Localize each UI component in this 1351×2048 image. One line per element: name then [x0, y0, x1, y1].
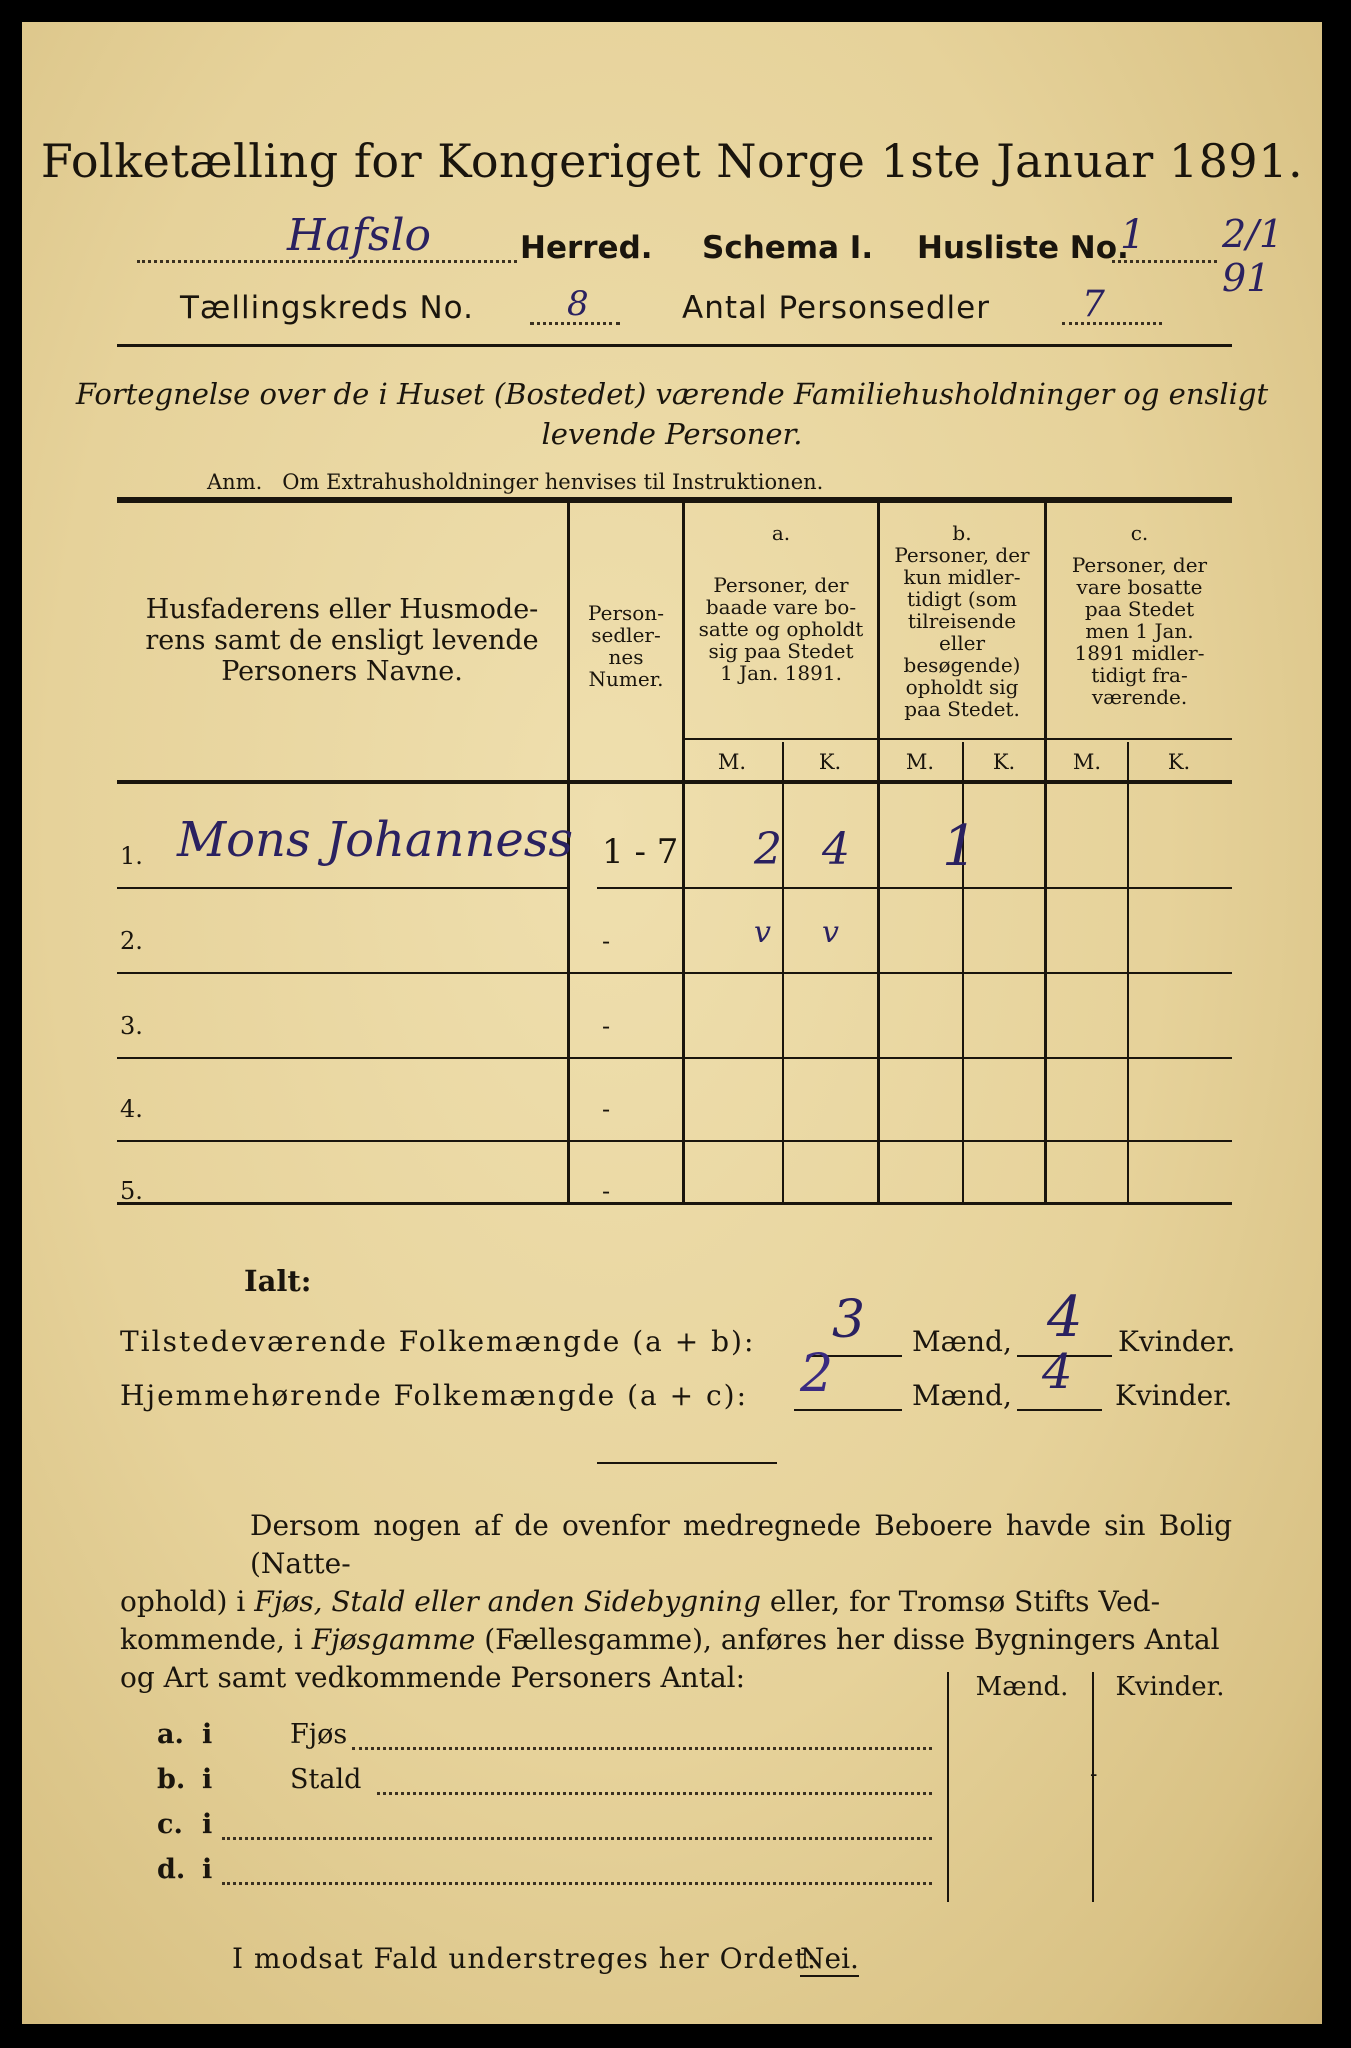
anm-note: Anm. Om Extrahusholdninger henvises til Instruktionen. — [207, 470, 824, 494]
husliste-dotted-line — [1112, 260, 1217, 263]
col-head-name: Husfaderens eller Husmode- rens samt de ensligt levende Personers Navne. — [145, 594, 539, 687]
row-personsedler-num: - — [602, 1177, 611, 1205]
building-label: Fjøs — [290, 1719, 348, 1750]
husliste-date: 2/1 91 — [1222, 212, 1284, 300]
building-i: i — [202, 1854, 213, 1885]
hjemme-kvinder-line — [1017, 1409, 1102, 1411]
building-dotted-line — [377, 1792, 932, 1795]
form-title: Folketælling for Kongeriget Norge 1ste Januar 1891. — [40, 134, 1304, 188]
tilsted-maend: 3 — [832, 1290, 866, 1350]
building-dotted-line — [352, 1747, 932, 1750]
row-line-1 — [597, 887, 1232, 889]
table-bottom-rule — [117, 1202, 1232, 1205]
schema-label: Schema I. — [702, 230, 874, 266]
intro-line-2: levende Personer. — [541, 417, 803, 451]
row-number: 5. — [120, 1177, 143, 1205]
col-head-b: b. Personer, der kun midler- tidigt (som tilreisende eller besøgende) opholdt sig paa Stedet. — [894, 521, 1030, 721]
hjemme-kvinder: 4 — [1042, 1344, 1073, 1400]
row-number: 3. — [120, 1012, 143, 1040]
row-number: 2. — [120, 927, 143, 955]
antal-dotted-line — [1062, 322, 1162, 325]
row-number: 1. — [120, 842, 143, 870]
col-head-a: a. Personer, der baade vare bo- satte og opholdt sig paa Stedet 1 Jan. 1891. — [698, 521, 864, 685]
buildings-vline-1 — [947, 1672, 949, 1902]
tilsted-label: Tilstedeværende Folkemængde (a + b): — [120, 1325, 756, 1358]
b-m-label: M. — [905, 750, 935, 774]
header-divider — [117, 344, 1232, 347]
herred-value: Hafslo — [287, 210, 432, 261]
building-letter: b. — [157, 1764, 186, 1795]
census-form — [22, 22, 1322, 2024]
row-personsedler-num: - — [602, 1095, 611, 1123]
tilsted-kvinder: 4 — [1047, 1285, 1083, 1350]
footer-text: I modsat Fald understreges her Ordet: — [232, 1942, 818, 1975]
antal-label: Antal Personsedler — [682, 290, 990, 326]
buildings-kvinder-head: Kvinder. — [1115, 1672, 1225, 1702]
building-dotted-line — [222, 1837, 932, 1840]
c-m-label: M. — [1072, 750, 1102, 774]
building-letter: d. — [157, 1854, 186, 1885]
row-a-k: 4 — [822, 824, 850, 875]
row-line-1-name — [117, 887, 567, 889]
row-a-m: 2 — [754, 824, 782, 875]
building-dotted-line — [222, 1882, 932, 1885]
building-i: i — [202, 1809, 213, 1840]
row-personsedler-num: - — [602, 927, 611, 955]
ialt-label: Ialt: — [244, 1264, 312, 1298]
table-header-rule — [117, 780, 1232, 784]
footer-nei: Nei. — [800, 1942, 859, 1975]
intro-line-1: Fortegnelse over de i Huset (Bostedet) værende Familiehusholdninger og ensligt — [75, 377, 1269, 411]
building-letter: c. — [157, 1809, 183, 1840]
a-k-label: K. — [818, 750, 842, 774]
husliste-label: Husliste No. — [917, 230, 1129, 266]
kreds-label: Tællingskreds No. — [180, 290, 474, 326]
b-k-label: K. — [992, 750, 1016, 774]
row-number: 4. — [120, 1095, 143, 1123]
hjemme-label: Hjemmehørende Folkemængde (a + c): — [120, 1379, 748, 1412]
row-personsedler-num: - — [602, 1012, 611, 1040]
antal-value: 7 — [1082, 284, 1105, 325]
row-line-2 — [117, 972, 1232, 974]
hjemme-kvinder-label: Kvinder. — [1115, 1379, 1233, 1412]
a-m-label: M. — [717, 750, 747, 774]
col-head-c: c. Personer, der vare bosatte paa Stedet men 1 Jan. 1891 midler- tidigt fra- værende. — [1071, 521, 1208, 709]
row-line-4 — [117, 1140, 1232, 1142]
building-i: i — [202, 1764, 213, 1795]
husliste-value: 1 — [1120, 212, 1146, 258]
section-divider — [597, 1462, 777, 1464]
kreds-value: 8 — [567, 284, 589, 324]
hjemme-maend-line — [794, 1409, 902, 1411]
table-top-rule — [117, 497, 1232, 503]
tilsted-maend-label: Mænd, — [912, 1325, 1012, 1358]
building-letter: a. — [157, 1719, 184, 1750]
herred-label: Herred. — [520, 230, 653, 266]
building-i: i — [202, 1719, 213, 1750]
hjemme-maend: 2 — [800, 1344, 834, 1404]
mk-divider — [682, 738, 1232, 740]
tilsted-kvinder-label: Kvinder. — [1118, 1325, 1236, 1358]
buildings-maend-head: Mænd. — [975, 1672, 1069, 1702]
buildings-kvinder-dash: - — [1090, 1762, 1098, 1787]
row-personsedler-num: 1 - 7 — [602, 832, 679, 872]
row-a-m: v — [754, 915, 771, 950]
row-b-m: 1 — [942, 814, 978, 879]
col-head-num: Person- sedler- nes Numer. — [588, 601, 664, 691]
row-line-3 — [117, 1057, 1232, 1059]
buildings-paragraph: Dersom nogen af de ovenfor medregnede Beboere havde sin Bolig (Natte- ophold) i Fjøs, Stald eller anden Sidebygning eller, for Tromsø Stifts Ved- kommende, i Fjøsgamme (Fællesgamme), anføres her disse Bygningers Antal og Art samt vedkommende Personers Antal: — [120, 1509, 1232, 1694]
building-label: Stald — [290, 1764, 362, 1795]
hjemme-maend-label: Mænd, — [912, 1379, 1012, 1412]
c-k-label: K. — [1167, 750, 1191, 774]
row-name: Mons Johanness — [177, 812, 574, 868]
row-a-k: v — [822, 915, 839, 950]
buildings-vline-2 — [1092, 1672, 1094, 1902]
